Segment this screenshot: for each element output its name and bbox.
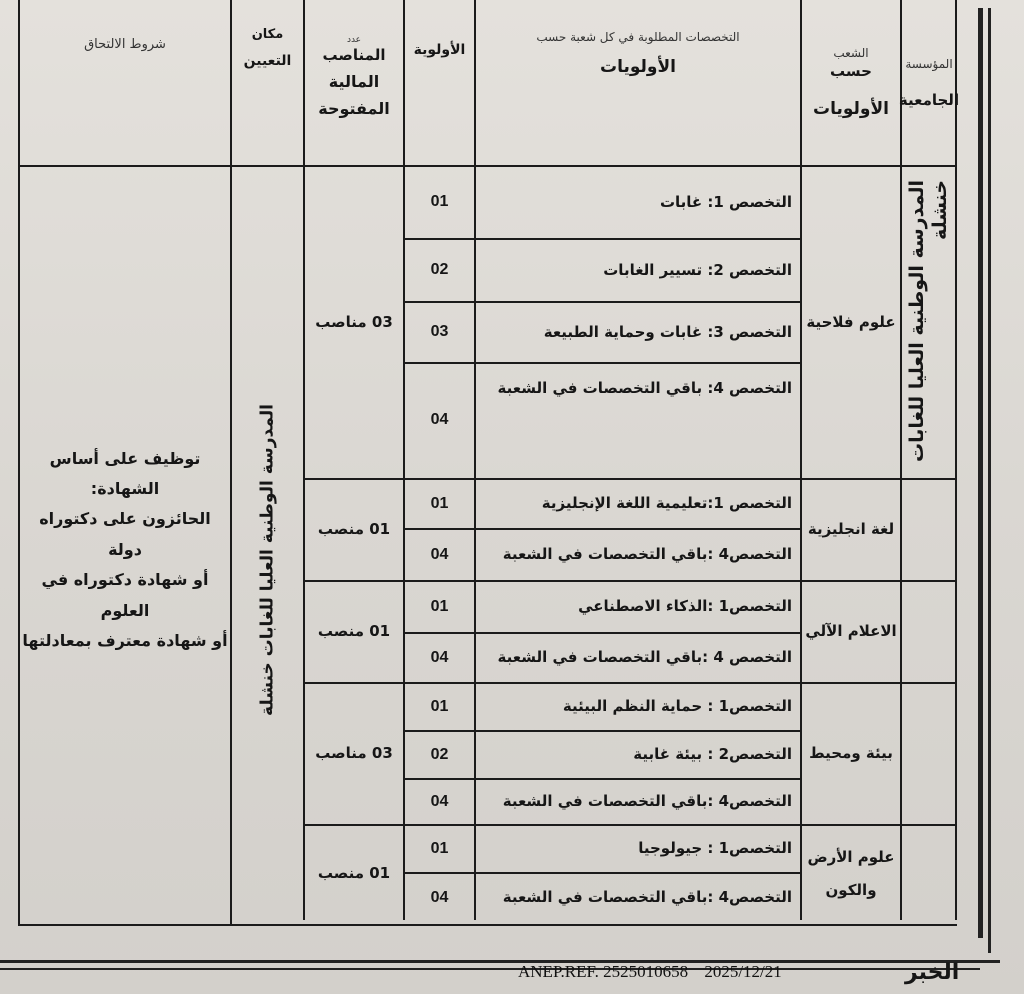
header-branch-bottom: الأولويات bbox=[813, 98, 889, 119]
specialty-cell bbox=[476, 780, 800, 824]
header-branch-top: الشعب bbox=[833, 46, 869, 61]
branch-label-line1: علوم الأرض bbox=[807, 847, 895, 866]
posts-label: 01 منصب bbox=[317, 520, 391, 539]
specialty-label: التخصص1 : جيولوجيا bbox=[638, 839, 792, 858]
specialty-cell bbox=[476, 530, 800, 580]
priority-cell bbox=[405, 874, 474, 922]
priority-cell bbox=[405, 530, 474, 580]
specialty-label: التخصص 1: غابات bbox=[659, 192, 792, 211]
priority-label: 01 bbox=[430, 839, 449, 857]
branch-label: لغة انجليزية bbox=[807, 520, 895, 539]
conditions-line: الحائزون على دكتوراه دولة bbox=[39, 509, 211, 559]
posts-label: 01 منصب bbox=[317, 864, 391, 883]
header-place-l2: التعيين bbox=[243, 53, 292, 70]
conditions-block bbox=[20, 440, 230, 660]
conditions-line: أو شهادة معترف بمعادلتها bbox=[22, 630, 228, 650]
priority-label: 04 bbox=[430, 648, 449, 666]
header-priority bbox=[405, 20, 474, 80]
frame-border-right-outer bbox=[988, 8, 991, 953]
institution-name bbox=[902, 180, 956, 470]
posts-label: 03 مناصب bbox=[315, 744, 393, 763]
conditions-line: أو شهادة دكتوراه في العلوم bbox=[41, 570, 209, 620]
specialty-label: التخصص 1:تعليمية اللغة الإنجليزية bbox=[541, 494, 792, 513]
posts-cell bbox=[305, 480, 403, 580]
specialty-cell bbox=[476, 684, 800, 730]
header-conditions bbox=[20, 20, 230, 70]
footer-date: 2025/12/21 bbox=[704, 962, 782, 981]
priority-label: 02 bbox=[430, 745, 449, 763]
header-posts-l2: المالية bbox=[328, 71, 380, 91]
header-institution-top: المؤسسة bbox=[905, 57, 953, 72]
priority-label: 01 bbox=[430, 697, 449, 715]
posts-label: 01 منصب bbox=[317, 622, 391, 641]
header-place bbox=[232, 14, 303, 84]
frame-border-bottom-inner bbox=[0, 968, 980, 970]
specialty-cell bbox=[476, 240, 800, 301]
header-branch-mid: حسب bbox=[830, 62, 872, 80]
specialty-cell bbox=[476, 874, 800, 922]
posts-cell bbox=[305, 167, 403, 478]
branch-cell bbox=[802, 684, 900, 824]
priority-cell bbox=[405, 395, 474, 445]
specialty-label: التخصص4 :باقي التخصصات في الشعبة bbox=[502, 545, 792, 564]
priority-label: 01 bbox=[430, 597, 449, 615]
specialty-cell bbox=[476, 826, 800, 872]
specialty-label: التخصص 4 :باقي التخصصات في الشعبة bbox=[497, 648, 792, 667]
priority-label: 04 bbox=[430, 888, 449, 906]
priority-label: 04 bbox=[430, 545, 449, 563]
specialty-label: التخصص4 :باقي التخصصات في الشعبة bbox=[502, 888, 792, 907]
priority-cell bbox=[405, 826, 474, 872]
group-line bbox=[900, 478, 957, 480]
branch-cell bbox=[802, 582, 900, 682]
specialty-label: التخصص 2: تسيير الغابات bbox=[603, 260, 792, 279]
posts-cell bbox=[305, 582, 403, 682]
specialty-label: التخصص1 :الذكاء الاصطناعي bbox=[578, 597, 792, 616]
specialty-cell bbox=[476, 364, 800, 414]
priority-label: 02 bbox=[430, 261, 449, 279]
branch-cell bbox=[802, 167, 900, 478]
header-specialties bbox=[476, 14, 800, 94]
header-specialties-bottom: الأولويات bbox=[600, 56, 676, 77]
conditions-line: توظيف على أساس bbox=[49, 448, 201, 468]
header-posts-l1: المناصب bbox=[322, 46, 386, 65]
specialty-label: التخصص4 :باقي التخصصات في الشعبة bbox=[502, 792, 792, 811]
priority-cell bbox=[405, 167, 474, 238]
header-posts-l3: المفتوحة bbox=[318, 98, 390, 118]
branch-label: الاعلام الآلي bbox=[805, 622, 897, 641]
header-priority-label: الأولوية bbox=[413, 41, 466, 58]
header-specialties-top: التخصصات المطلوبة في كل شعبة حسب bbox=[536, 30, 740, 45]
frame-border-bottom bbox=[0, 960, 1000, 963]
specialty-label: التخصص2 : بيئة غابية bbox=[633, 745, 792, 764]
specialty-cell bbox=[476, 167, 800, 238]
header-posts bbox=[305, 2, 403, 152]
priority-cell bbox=[405, 780, 474, 824]
place-of-appointment-text: المدرسة الوطنية العليا للغابات خنشلة bbox=[257, 404, 278, 716]
branch-cell bbox=[802, 826, 900, 922]
conditions-line: الشهادة: bbox=[90, 479, 160, 499]
newspaper-logo bbox=[905, 960, 959, 985]
branch-label: علوم فلاحية bbox=[806, 312, 896, 331]
header-branch bbox=[802, 8, 900, 158]
header-posts-top: عدد bbox=[346, 34, 362, 45]
table-bottom-line bbox=[18, 924, 957, 926]
priority-cell bbox=[405, 303, 474, 362]
specialty-label: التخصص 4: باقي التخصصات في الشعبة bbox=[497, 379, 792, 398]
priority-cell bbox=[405, 634, 474, 682]
header-institution bbox=[898, 14, 960, 154]
place-of-appointment bbox=[232, 300, 303, 820]
footer-ref-number: ANEP.REF. 2525010658 bbox=[518, 962, 689, 981]
priority-label: 03 bbox=[430, 323, 449, 341]
priority-cell bbox=[405, 480, 474, 528]
frame-border-right bbox=[978, 8, 983, 938]
priority-cell bbox=[405, 240, 474, 301]
header-institution-bottom: الجامعية bbox=[898, 91, 960, 110]
posts-cell bbox=[305, 684, 403, 824]
specialty-cell bbox=[476, 480, 800, 528]
institution-name-text: المدرسة الوطنية العليا للغابات خنشلة bbox=[906, 180, 951, 462]
specialty-cell bbox=[476, 582, 800, 632]
priority-cell bbox=[405, 684, 474, 730]
branch-label-line2: والكون bbox=[825, 881, 877, 899]
specialty-cell bbox=[476, 303, 800, 362]
priority-label: 01 bbox=[430, 494, 449, 512]
specialty-cell bbox=[476, 732, 800, 778]
posts-label: 03 مناصب bbox=[315, 312, 393, 331]
newspaper-logo-text: الخبر bbox=[905, 960, 960, 985]
footer-reference bbox=[518, 962, 782, 982]
header-place-l1: مكان bbox=[251, 27, 284, 43]
priority-label: 04 bbox=[430, 410, 449, 428]
specialty-label: التخصص1 : حماية النظم البيئية bbox=[562, 697, 792, 716]
priority-label: 04 bbox=[430, 792, 449, 810]
priority-cell bbox=[405, 582, 474, 632]
header-conditions-label: شروط الالتحاق bbox=[84, 36, 166, 52]
specialty-cell bbox=[476, 634, 800, 682]
branch-label: بيئة ومحيط bbox=[809, 744, 893, 763]
priority-cell bbox=[405, 732, 474, 778]
priority-label: 01 bbox=[430, 193, 449, 211]
posts-cell bbox=[305, 826, 403, 922]
branch-cell bbox=[802, 480, 900, 580]
specialty-label: التخصص 3: غابات وحماية الطبيعة bbox=[543, 322, 792, 341]
